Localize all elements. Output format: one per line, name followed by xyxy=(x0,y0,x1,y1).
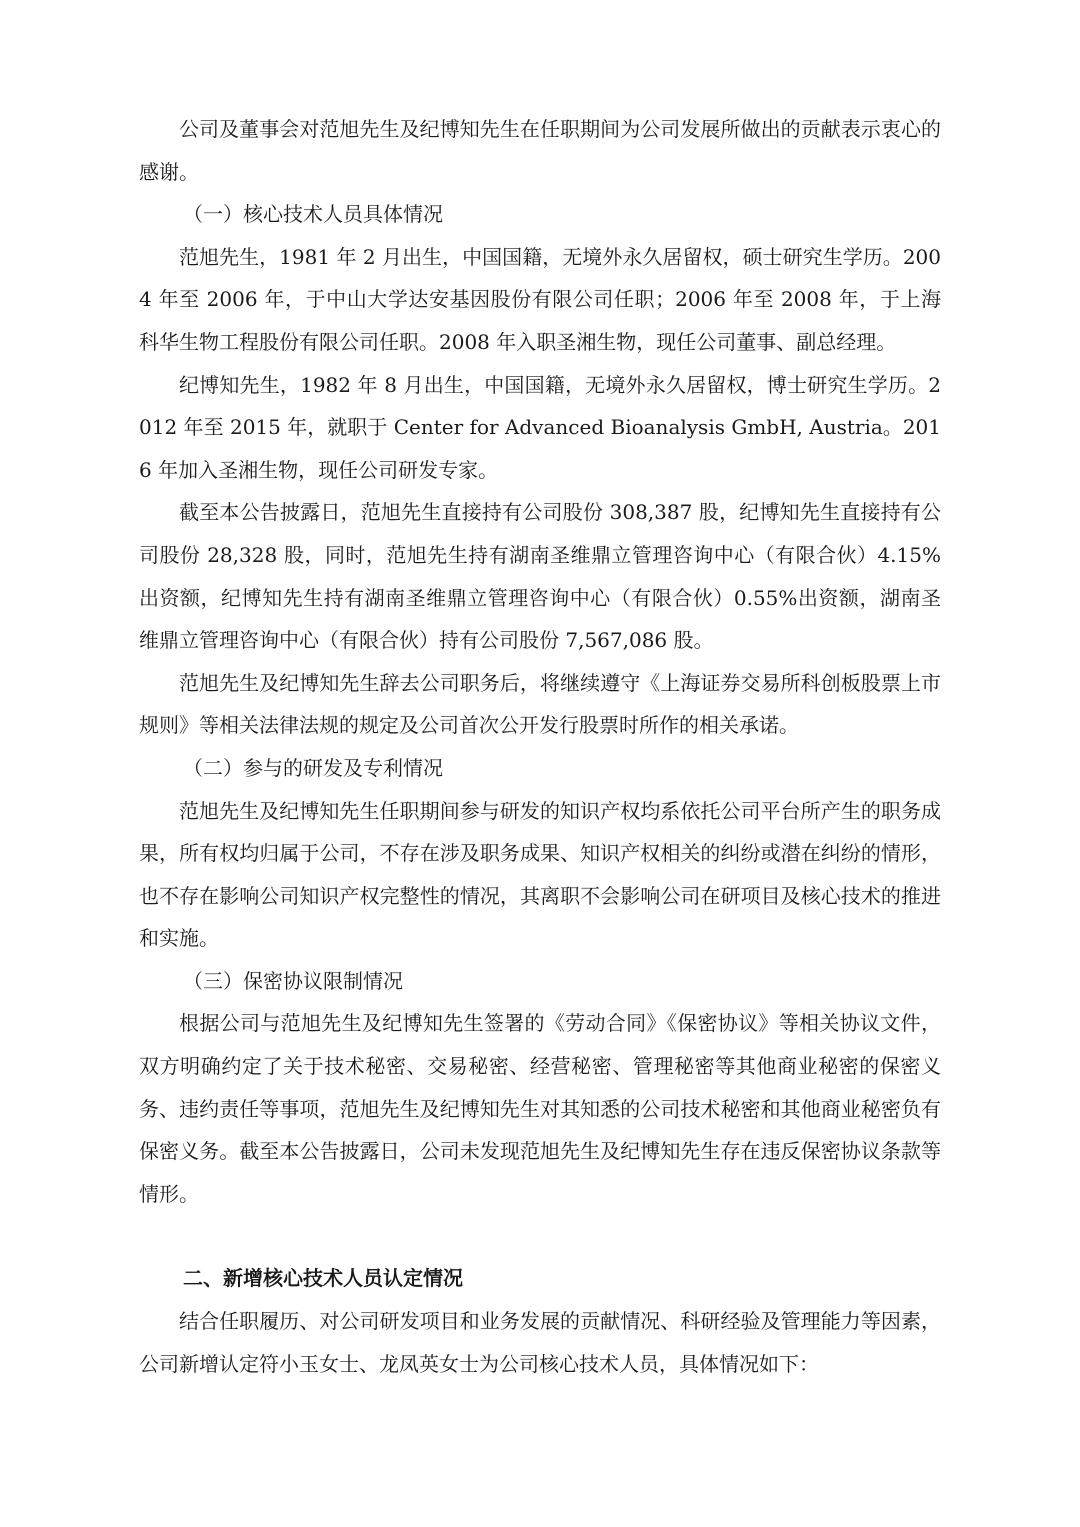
paragraph-jibozhi-bio: 纪博知先生，1982 年 8 月出生，中国国籍，无境外永久居留权，博士研究生学历。2012 年至 2015 年，就职于 Center for Advanced Bioanalysis GmbH, Austria。2016 年加入圣湘生物，现任公司研发专家。 xyxy=(139,372,941,482)
subheading-core-tech-details: （一）核心技术人员具体情况 xyxy=(183,202,443,227)
paragraph-confidentiality: 根据公司与范旭先生及纪博知先生签署的《劳动合同》《保密协议》等相关协议文件，双方明确约定了关于技术秘密、交易秘密、经营秘密、管理秘密等其他商业秘密的保密义务、违约责任等事项，范旭先生及纪博知先生对其知悉的公司技术秘密和其他商业秘密负有保密义务。截至本公告披露日，公司未发现范旭先生及纪博知先生存在违反保密协议条款等情形。 xyxy=(139,1011,941,1206)
subheading-rd-patents: （二）参与的研发及专利情况 xyxy=(183,755,443,780)
section-title-new-core-staff: 二、新增核心技术人员认定情况 xyxy=(183,1266,463,1291)
subheading-confidentiality: （三）保密协议限制情况 xyxy=(183,968,403,993)
paragraph-new-core-staff: 结合任职履历、对公司研发项目和业务发展的贡献情况、科研经验及管理能力等因素，公司新增认定符小玉女士、龙凤英女士为公司核心技术人员，具体情况如下： xyxy=(139,1309,941,1376)
paragraph-rd-patents: 范旭先生及纪博知先生任职期间参与研发的知识产权均系依托公司平台所产生的职务成果，所有权均归属于公司，不存在涉及职务成果、知识产权相关的纠纷或潜在纠纷的情形，也不存在影响公司知识产权完整性的情况，其离职不会影响公司在研项目及核心技术的推进和实施。 xyxy=(139,798,941,951)
paragraph-thanks: 公司及董事会对范旭先生及纪博知先生在任职期间为公司发展所做出的贡献表示衷心的感谢。 xyxy=(139,117,941,184)
paragraph-compliance: 范旭先生及纪博知先生辞去公司职务后，将继续遵守《上海证券交易所科创板股票上市规则》等相关法律法规的规定及公司首次公开发行股票时所作的相关承诺。 xyxy=(139,670,941,738)
document-page xyxy=(139,108,941,1385)
paragraph-fanxu-bio: 范旭先生，1981 年 2 月出生，中国国籍，无境外永久居留权，硕士研究生学历。2004 年至 2006 年，于中山大学达安基因股份有限公司任职；2006 年至 2008 年，于上海科华生物工程股份有限公司任职。2008 年入职圣湘生物，现任公司董事、副总经理。 xyxy=(139,244,941,354)
paragraph-shareholding: 截至本公告披露日，范旭先生直接持有公司股份 308,387 股，纪博知先生直接持有公司股份 28,328 股，同时，范旭先生持有湖南圣维鼎立管理咨询中心（有限合伙）4.15%出资额，纪博知先生持有湖南圣维鼎立管理咨询中心（有限合伙）0.55%出资额，湖南圣维鼎立管理咨询中心（有限合伙）持有公司股份 7,567,086 股。 xyxy=(139,500,941,653)
